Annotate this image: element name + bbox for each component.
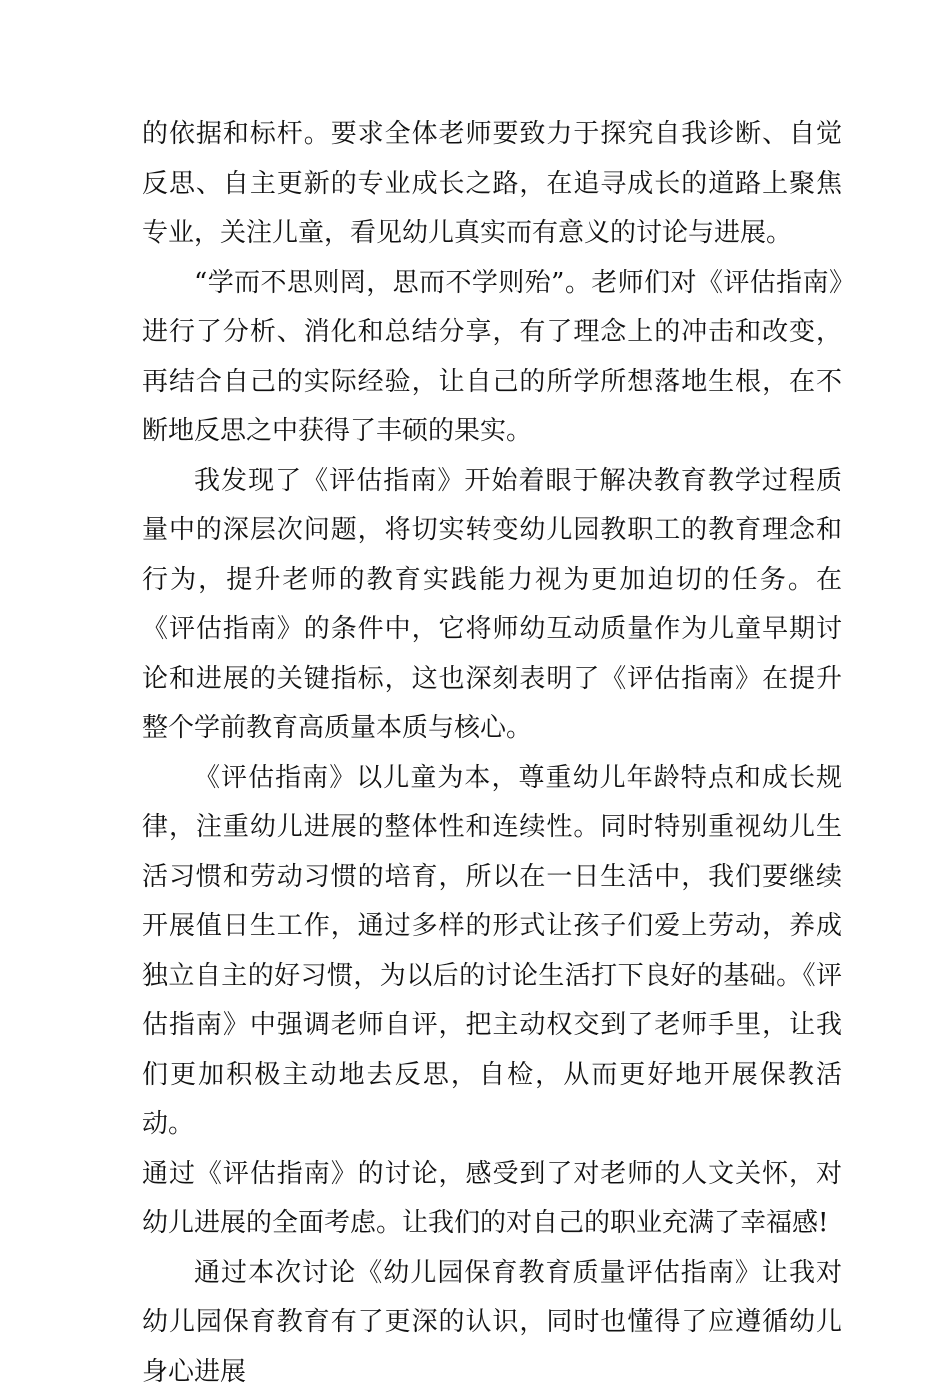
paragraph-5: 通过《评估指南》的讨论，感受到了对老师的人文关怀，对幼儿进展的全面考虑。让我们的对自己的职业充满了幸福感! xyxy=(142,1150,842,1249)
document-body xyxy=(142,110,842,1397)
paragraph-2: “学而不思则罔，思而不学则殆”。老师们对《评估指南》进行了分析、消化和总结分享，有了理念上的冲击和改变，再结合自己的实际经验，让自己的所学所想落地生根，在不断地反思之中获得了丰硕的果实。 xyxy=(142,259,842,457)
paragraph-4: 《评估指南》以儿童为本，尊重幼儿年龄特点和成长规律，注重幼儿进展的整体性和连续性。同时特别重视幼儿生活习惯和劳动习惯的培育，所以在一日生活中，我们要继续开展值日生工作，通过多样的形式让孩子们爱上劳动，养成独立自主的好习惯，为以后的讨论生活打下良好的基础。《评估指南》中强调老师自评，把主动权交到了老师手里，让我们更加积极主动地去反思，自检，从而更好地开展保教活动。 xyxy=(142,754,842,1150)
paragraph-3: 我发现了《评估指南》开始着眼于解决教育教学过程质量中的深层次问题，将切实转变幼儿园教职工的教育理念和行为，提升老师的教育实践能力视为更加迫切的任务。在《评估指南》的条件中，它将师幼互动质量作为儿童早期讨论和进展的关键指标，这也深刻表明了《评估指南》在提升整个学前教育高质量本质与核心。 xyxy=(142,457,842,754)
paragraph-1: 的依据和标杆。要求全体老师要致力于探究自我诊断、自觉反思、自主更新的专业成长之路，在追寻成长的道路上聚焦专业，关注儿童，看见幼儿真实而有意义的讨论与进展。 xyxy=(142,110,842,259)
paragraph-6: 通过本次讨论《幼儿园保育教育质量评估指南》让我对幼儿园保育教育有了更深的认识，同时也懂得了应遵循幼儿身心进展 xyxy=(142,1249,842,1397)
